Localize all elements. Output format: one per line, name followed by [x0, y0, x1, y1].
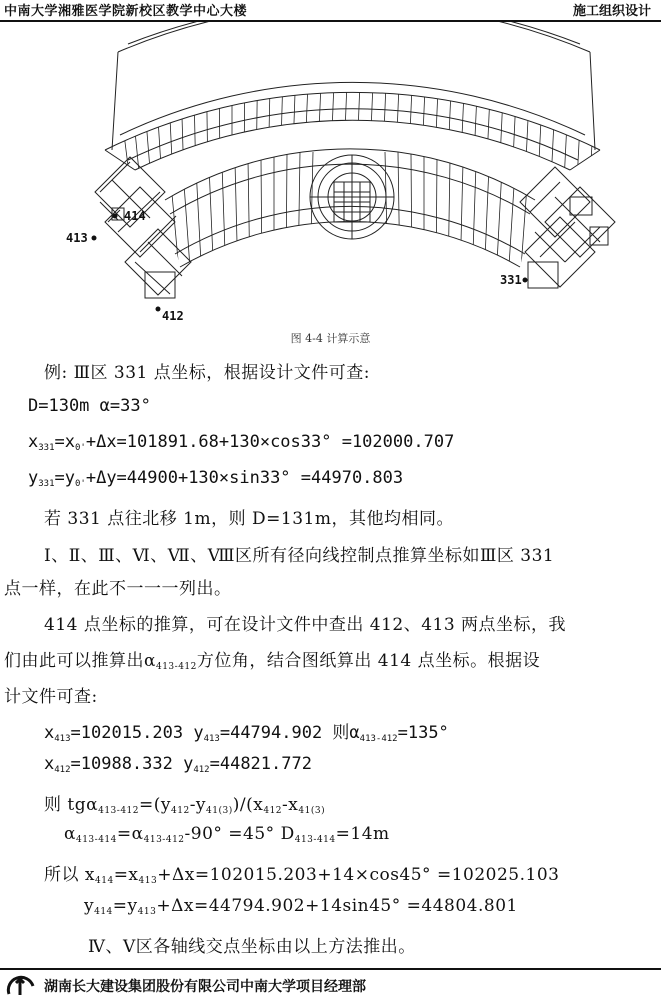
formula-alpha-414: $\alpha_{413-414}=\alpha_{413-412}-90^\circ =45^\circ$ $D_{413-414}=14m$: [64, 824, 390, 845]
header-project-title: 中南大学湘雅医学院新校区教学中心大楼: [4, 4, 248, 19]
label-point-413: 413: [66, 231, 88, 245]
page-header: [0, 0, 661, 22]
right-wing: [520, 167, 615, 288]
point-412-marker: [156, 307, 161, 312]
text-line-5: 若 331 点往北移 1m，则 D=131m，其他均相同。: [44, 509, 454, 529]
text-line-9: 们由此可以推算出$\alpha_{413-412}$方位角，结合图纸算出 414 点坐标。根据设: [4, 651, 541, 672]
text-line-8: 414 点坐标的推算，可在设计文件中查出 412、413 两点坐标，我: [44, 615, 567, 635]
text-line-17: Ⅳ、Ⅴ区各轴线交点坐标由以上方法推出。: [88, 937, 416, 957]
calculation-diagram: [0, 22, 661, 322]
company-logo-icon: [6, 974, 36, 1000]
text-line-7: 点一样，在此不一一一列出。: [4, 579, 232, 599]
inner-arc-building: [165, 149, 535, 282]
header-document-title: 施工组织设计: [572, 4, 651, 19]
label-point-412: 412: [162, 309, 184, 322]
point-331-marker: [523, 278, 528, 283]
formula-y331: $y_{331}=y_{0'}+\Delta y=44900+130\times\sin 33^\circ =44970.803$: [28, 468, 404, 489]
text-line-6: Ⅰ、Ⅱ、Ⅲ、Ⅵ、Ⅶ、Ⅷ区所有径向线控制点推算坐标如Ⅲ区 331: [44, 546, 555, 566]
label-point-331: 331: [500, 273, 522, 287]
text-line-1: 例: Ⅲ区 331 点坐标，根据设计文件可查:: [44, 363, 371, 383]
point-414-marker: [113, 214, 118, 219]
point-413-marker: [92, 236, 97, 241]
footer-rule: [0, 968, 661, 970]
formula-y414: $y_{414}=y_{413}+\Delta x=44794.902+14\sin 45^\circ =44804.801$: [84, 896, 518, 917]
page-footer: [0, 974, 661, 998]
footer-company-name: 湖南长大建设集团股份有限公司中南大学项目经理部: [44, 979, 366, 995]
text-line-2: D=130m α=33°: [28, 396, 151, 416]
label-point-414: 414: [124, 209, 146, 223]
formula-x414: 所以 $x_{414}=x_{413}+\Delta x=102015.203+14\times\cos 45^\circ =102025.103$: [44, 865, 560, 886]
formula-x331: $x_{331}=x_{0'}+\Delta x=101891.68+130\times\cos 33^\circ =102000.707$: [28, 432, 455, 453]
center-rotunda: [310, 155, 394, 239]
formula-412: $x_{412}=10988.332$ $y_{412}=44821.772$: [44, 754, 312, 775]
figure-caption: 图 4-4 计算示意: [290, 332, 371, 345]
left-wing: [95, 157, 191, 298]
formula-413: $x_{413}=102015.203$ $y_{413}=44794.902$ 则$\alpha_{413-412}=135^\circ$: [44, 723, 449, 744]
diagram-drawing: [0, 22, 661, 322]
formula-tg: 则 $tg\alpha_{413-412}=(y_{412}-y_{41(3)})/(x_{412}-x_{41(3)}$: [44, 795, 326, 816]
text-line-10: 计文件可查:: [4, 687, 98, 707]
